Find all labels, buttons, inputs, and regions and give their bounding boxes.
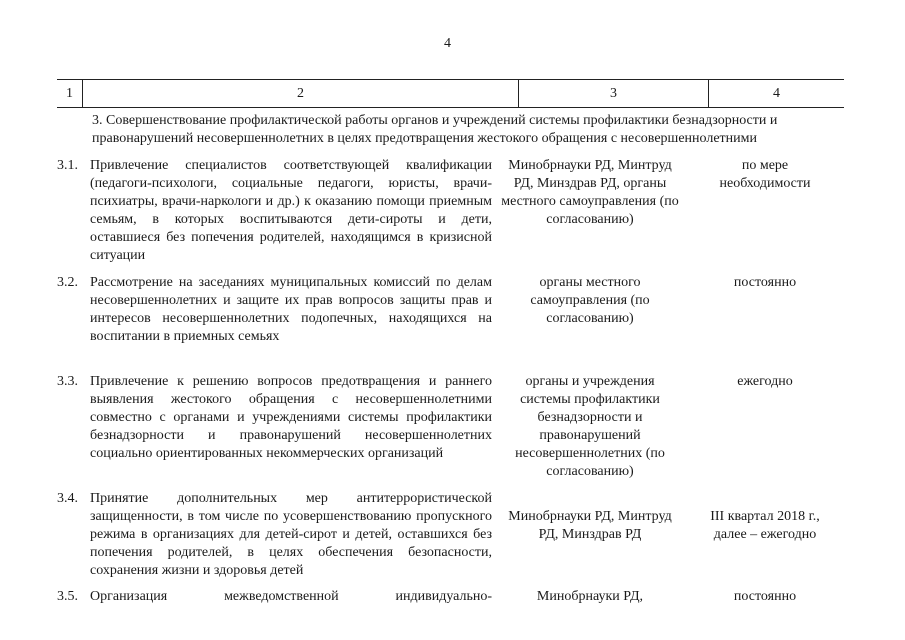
row-description: Организация межведомственной индивидуально- [90, 589, 492, 604]
row-description: Принятие дополнительных мер антитеррористической защищенности, в том числе по усовершенствованию пропускного режима в организациях для детей-сирот и детей, оставшихся без попечения родителей, в целях обеспечения безопасности, сохранения жизни и здоровья детей [90, 491, 492, 578]
row-term: III квартал 2018 г., далее – ежегодно [710, 509, 820, 542]
row-term: ежегодно [737, 374, 793, 389]
row-number: 3.2. [57, 275, 78, 290]
row-description: Рассмотрение на заседаниях муниципальных комиссий по делам несовершеннолетних и защите их прав вопросов защиты прав и интересов несовершеннолетних подопечных, находящихся на воспитании в приемных семьях [90, 275, 492, 344]
row-executors: Минобрнауки РД, Минтруд РД, Минздрав РД, органы местного самоуправления (по согласованию) [501, 158, 679, 227]
header-col-1: 1 [66, 85, 73, 101]
header-col-4: 4 [708, 80, 844, 107]
row-number: 3.1. [57, 158, 78, 173]
row-executors: Минобрнауки РД, Минтруд РД, Минздрав РД [508, 509, 672, 542]
row-executors: органы и учреждения системы профилактики безнадзорности и правонарушений несовершеннолетних (по согласованию) [515, 374, 665, 479]
section-title: 3. Совершенствование профилактической работы органов и учреждений системы профилактики безнадзорности и правонарушений несовершеннолетних в целях предотвращения жестокого обращения с несовершеннолетними [92, 113, 778, 146]
row-term: постоянно [733, 589, 797, 604]
row-number: 3.3. [57, 374, 78, 389]
row-term: по мере необходимости [719, 158, 811, 191]
table-header [57, 79, 844, 108]
row-number: 3.5. [57, 589, 78, 604]
row-description: Привлечение специалистов соответствующей квалификации (педагоги-психологи, социальные педагоги, юристы, врачи-психиатры, врачи-наркологи и др.) к оказанию помощи приемным семьям, в которых воспитываются дети-сироты и дети, оставшиеся без попечения родителей, находящимся в кризисной ситуации [90, 158, 492, 263]
row-description: Привлечение к решению вопросов предотвращения и раннего выявления жестокого обращения с несовершеннолетними совместно с органами и учреждениями системы профилактики безнадзорности и правонарушений несовершеннолетних социально ориентированных некоммерческих организаций [90, 374, 492, 461]
header-col-3: 3 [518, 80, 708, 107]
header-col-2: 2 [82, 80, 518, 107]
row-executors: Минобрнауки РД, [536, 589, 644, 604]
row-executors: органы местного самоуправления (по согласованию) [530, 275, 650, 326]
page-number: 4 [444, 36, 451, 51]
row-term: постоянно [733, 275, 797, 290]
row-number: 3.4. [57, 491, 78, 506]
